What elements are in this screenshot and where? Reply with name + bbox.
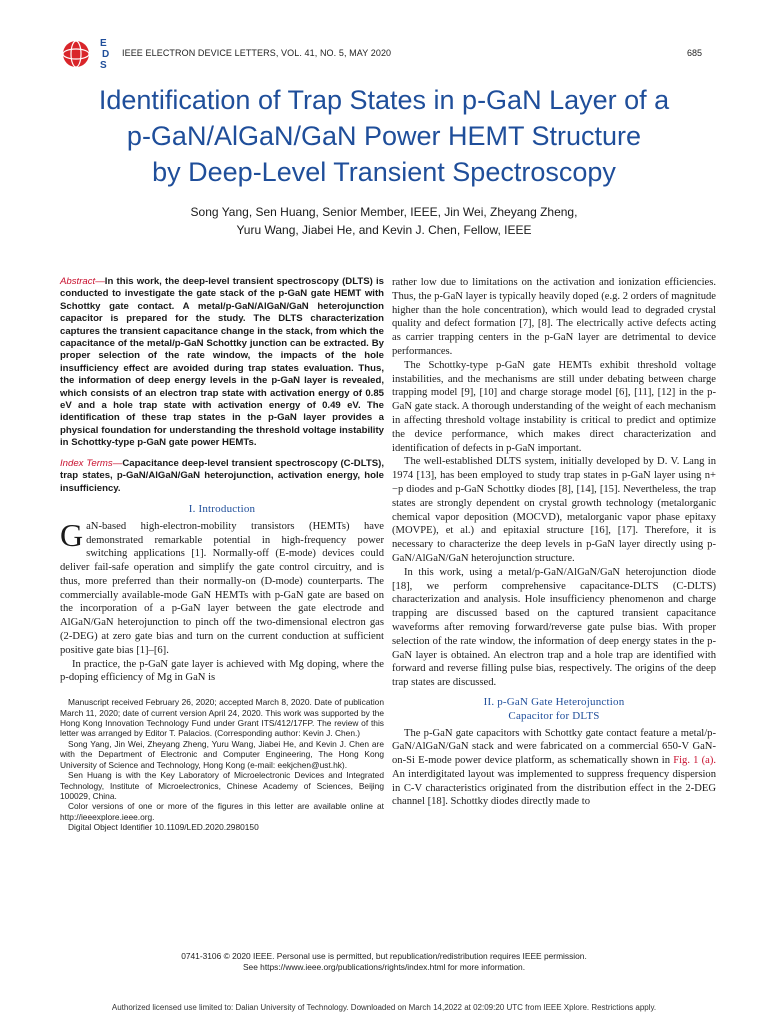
title-line-2: p-GaN/AlGaN/GaN Power HEMT Structure bbox=[126, 121, 642, 151]
intro-paragraph-1 bbox=[60, 516, 384, 658]
authors-line-2: Yuru Wang, Jiabei He, and Kevin J. Chen, Fellow, IEEE bbox=[236, 223, 532, 237]
logo-letter-d: D bbox=[102, 49, 110, 60]
footnote-manuscript: Manuscript received February 26, 2020; accepted March 8, 2020. Date of publication March 11, 2020; date of current version April 24, 2020. This work was supported by the Hong Kong Innovation Technology Fund under Grant ITS/412/17FP. The review of this letter was arranged by Editor T. Palacios. (Corresponding author: Kevin J. Chen.) bbox=[60, 697, 384, 739]
right-paragraph-1: rather low due to limitations on the activation and ionization efficiencies. Thus, the p-GaN layer is typically heavily doped (e.g. 2 orders of magnitude higher than the hole concentration), which would lead to degraded crystal quality and defect formation [7], [8]. The electrically active defects acting as carrier trapping centers in the p-GaN layer are detrimental to device performances. bbox=[392, 277, 716, 357]
right-paragraph-5-text-b: An interdigitated layout was implemented to suppress frequency dispersion in C-V characteristics originated from the distribution effect in the 2-DEG channel [18]. Schottky diodes directly made to bbox=[392, 768, 716, 808]
footnote-affiliation-1: Song Yang, Jin Wei, Zheyang Zheng, Yuru Wang, Jiabei He, and Kevin J. Chen are with the Department of Electronic and Computer Engineering, The Hong Kong University of Science and Technology, Hong Kong (e-mail: eekjchen@ust.hk). bbox=[60, 738, 384, 770]
section-2-heading-line-1: II. p-GaN Gate Heterojunction bbox=[483, 695, 625, 708]
right-column bbox=[392, 276, 716, 809]
intro-paragraph-2: In practice, the p-GaN gate layer is achieved with Mg doping, where the p-doping efficiency of Mg in GaN is bbox=[60, 658, 384, 684]
right-paragraph-3: The well-established DLTS system, initially developed by D. V. Lang in 1974 [13], has been employed to study trap states in p-GaN layer using n+ −p diodes and p-GaN Schottky diodes [8], [14], [15]. Nevertheless, the trap states are strongly dependent on crystal growth technology (metalorganic chemical vapor deposition (MOCVD), metalorganic vapor phase epitaxy (MOVPE), et al.) and epitaxial structure [16], [17]. Therefore, it is necessary to characterize the deep levels in p-GaN layer directly using p-GaN/AlGaN/GaN heterojunction structure. bbox=[392, 456, 716, 564]
right-paragraph-4: In this work, using a metal/p-GaN/AlGaN/GaN heterojunction diode [18], we perform comprehensive capacitance-DLTS (C-DLTS) characterization and analysis. Hole insufficiency phenomenon and charge trapping are discussed based on the captured transient capacitance waveforms after removing forward/reverse gate pulse bias. With proper selection of the rate window, the information of deep energy states in the p-GaN layer is obtained. An electron trap and a hole trap are identified with forward and reverse filling pulse bias, respectively. The origins of the deep trap states are discussed. bbox=[392, 566, 716, 689]
footnote-doi: Digital Object Identifier 10.1109/LED.2020.2980150 bbox=[68, 822, 259, 833]
abstract-label: Abstract— bbox=[60, 276, 105, 287]
abstract-text: In this work, the deep-level transient spectroscopy (DLTS) is conducted to investigate the gate stack of the p-GaN gate HEMT with Schottky gate contact. A metal/p-GaN/AlGaN/GaN heterojunction capacitor is prepared for the study. The DLTS characterization captures the transient capacitance change in the stack, from which the capacitance of the metal/p-GaN Schottky junction can be extracted. By proper selection of the rate window, the impacts of the hole insufficiency effect are avoided during trap states evaluation. Thus, the information of deep energy levels in the p-GaN layer is revealed, which consists of an electron trap state with activation energy of 0.85 eV and a hole trap state with activation energy of 0.49 eV. The identification of these trap states in the p-GaN layer provides a physical foundation for understanding the threshold voltage instability in Schottky-type p-GaN gate power HEMTs. bbox=[60, 276, 384, 449]
right-paragraph-2: The Schottky-type p-GaN gate HEMTs exhibit threshold voltage instabilities, and the mechanisms are still under debating between charge trapping model [9], [10] and charge storage model [6], [11], [12] in the p-GaN gate stack. A thorough understanding of the weight of each mechanism in affecting threshold voltage instability is critical to predict and optimize the device performance, which makes direct characterization and identification of defects in p-GaN important. bbox=[392, 359, 716, 454]
footnote-color: Color versions of one or more of the figures in this letter are available online at http://ieeexplore.ieee.org. bbox=[60, 801, 384, 822]
logo-letter-e: E bbox=[100, 38, 107, 49]
figure-1a-link[interactable]: Fig. 1 (a). bbox=[673, 755, 716, 767]
paper-title bbox=[40, 82, 728, 190]
right-paragraph-5-text-a: The p-GaN gate capacitors with Schottky gate contact feature a metal/p-GaN/AlGaN/GaN stack and were fabricated on a commercial 650-V GaN-on-Si E-mode power device platform, as schematically shown in bbox=[392, 727, 716, 767]
index-terms bbox=[60, 458, 384, 495]
author-list bbox=[60, 203, 708, 239]
copyright-line-1: 0741-3106 © 2020 IEEE. Personal use is permitted, but republication/redistribution requires IEEE permission. bbox=[181, 951, 587, 961]
footnotes bbox=[60, 697, 384, 832]
title-line-1: Identification of Trap States in p-GaN Layer of a bbox=[98, 85, 670, 115]
index-terms-text: Capacitance deep-level transient spectroscopy (C-DLTS), trap states, p-GaN/AlGaN/GaN heterojunction, activation energy, hole insufficiency. bbox=[60, 457, 384, 494]
index-terms-label: Index Terms— bbox=[60, 457, 123, 469]
section-2-heading-line-2: Capacitor for DLTS bbox=[508, 709, 600, 722]
right-paragraph-5 bbox=[392, 727, 716, 810]
authors-line-1: Song Yang, Sen Huang, Senior Member, IEEE, Jin Wei, Zheyang Zheng, bbox=[190, 205, 578, 219]
drop-cap: G bbox=[60, 516, 84, 553]
section-1-heading: I. Introduction bbox=[188, 502, 256, 515]
journal-header: IEEE ELECTRON DEVICE LETTERS, VOL. 41, NO. 5, MAY 2020 bbox=[122, 48, 392, 58]
title-line-3: by Deep-Level Transient Spectroscopy bbox=[152, 157, 616, 187]
left-column bbox=[60, 276, 384, 833]
logo-letter-s: S bbox=[100, 60, 107, 71]
page-number: 685 bbox=[686, 48, 702, 58]
copyright-line-2: See https://www.ieee.org/publications/rights/index.html for more information. bbox=[242, 962, 526, 972]
section-2-heading bbox=[392, 696, 716, 724]
authorized-use-note: Authorized licensed use limited to: Dalian University of Technology. Downloaded on March 14,2022 at 02:09:20 UTC from IEEE Xplore. Restrictions apply. bbox=[111, 1003, 657, 1012]
eds-logo bbox=[56, 32, 118, 72]
abstract bbox=[60, 276, 384, 450]
copyright-notice bbox=[60, 951, 708, 973]
footnote-affiliation-2: Sen Huang is with the Key Laboratory of Microelectronic Devices and Integrated Technology, Institute of Microelectronics, Chinese Academy of Sciences, Beijing 100029, China. bbox=[60, 770, 384, 801]
intro-paragraph-1-text: aN-based high-electron-mobility transistors (HEMTs) have demonstrated remarkable potential in high-frequency power switching applications [1]. Normally-off (E-mode) devices could deliver fail-safe operation and simplify the gate control circuitry, and is thus, more preferred than their normally-on (D-mode) counterparts. The commercially available-mode GaN HEMTs with p-GaN gate are based on the incorporation of a p-GaN layer between the gate electrode and AlGaN/GaN heterojunction to pinch off the two-dimensional electron gas (2-DEG) at zero gate bias and turn on the current conduction at sufficient positive gate bias [1]–[6]. bbox=[60, 520, 384, 656]
